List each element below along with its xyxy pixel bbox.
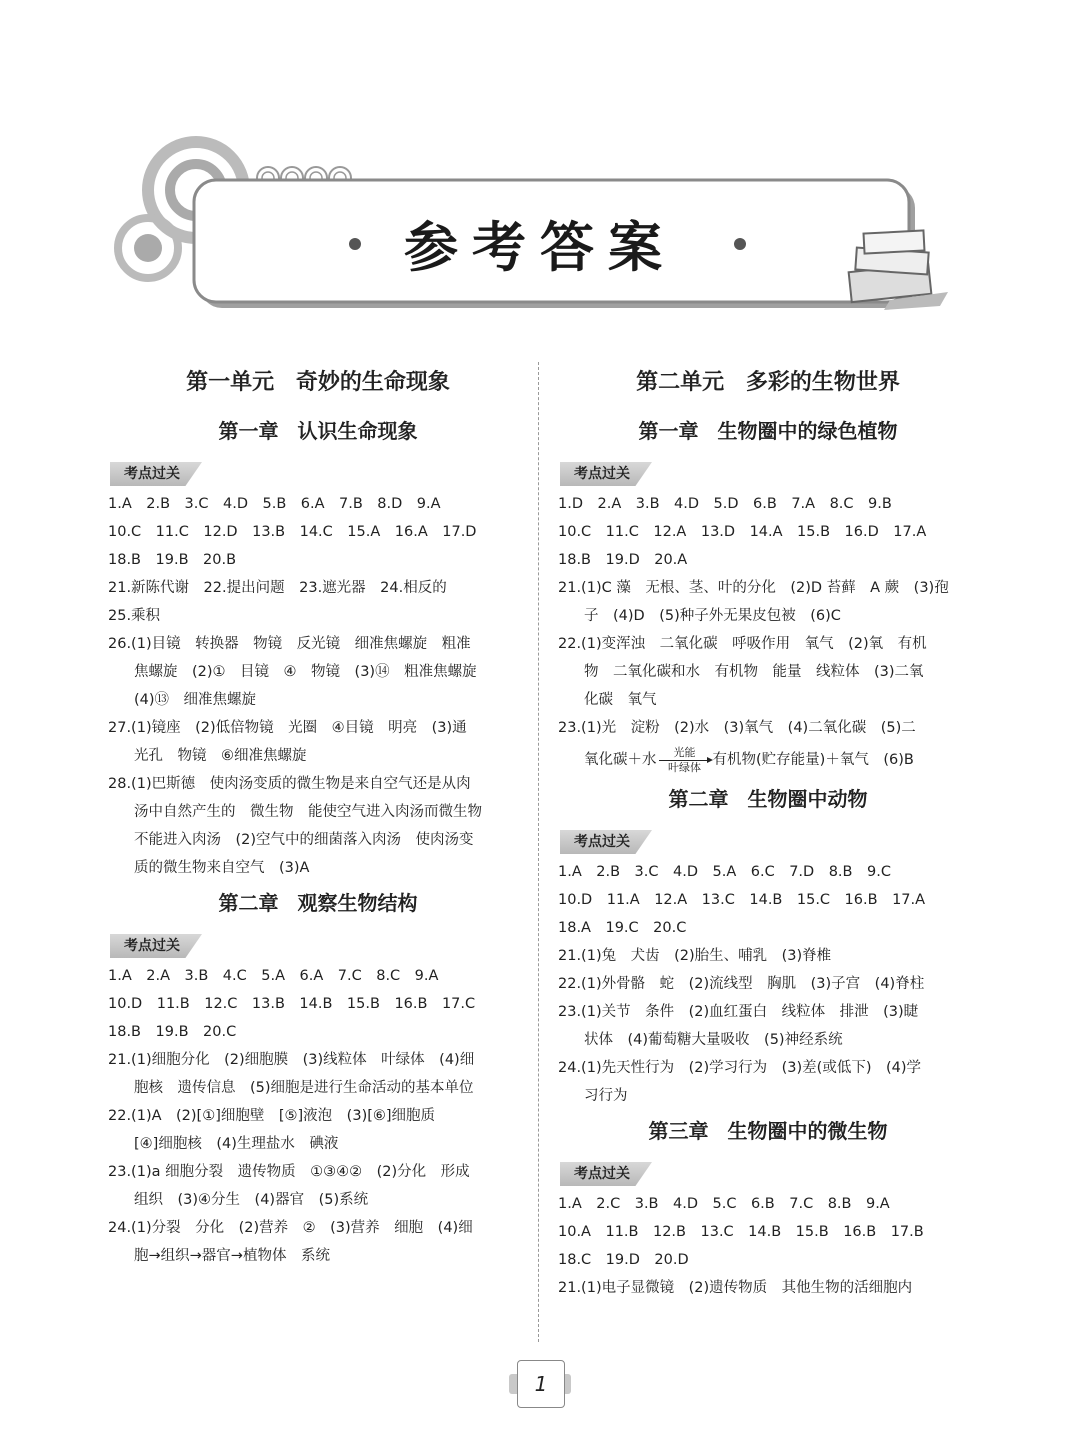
answer-line: 23.(1)a 细胞分裂 遗传物质 ①③④② (2)分化 形成 [108, 1164, 470, 1180]
answer-line: 焦螺旋 (2)① 目镜 ④ 物镜 (3)⑭ 粗准焦螺旋 [134, 664, 477, 680]
answer-line: 1.A 2.A 3.B 4.C 5.A 6.A 7.C 8.C 9.A [108, 968, 439, 984]
section-tag: 考点过关 [560, 462, 652, 486]
right-column [558, 360, 978, 1302]
answer-line: 10.C 11.C 12.D 13.B 14.C 15.A 16.A 17.D [108, 524, 477, 540]
answer-block [558, 858, 978, 1110]
answer-line: 1.D 2.A 3.B 4.D 5.D 6.B 7.A 8.C 9.B [558, 496, 892, 512]
answer-line: 10.C 11.C 12.A 13.D 14.A 15.B 16.D 17.A [558, 524, 927, 540]
answer-line: 10.D 11.B 12.C 13.B 14.B 15.B 16.B 17.C [108, 996, 476, 1012]
answer-line: 21.新陈代谢 22.提出问题 23.遮光器 24.相反的 [108, 580, 447, 596]
answer-line: 习行为 [584, 1088, 628, 1104]
answer-block [108, 490, 528, 882]
answer-line: 状体 (4)葡萄糖大量吸收 (5)神经系统 [584, 1032, 843, 1048]
section-tag: 考点过关 [560, 1162, 652, 1186]
page-number-label: 1 [517, 1360, 565, 1408]
left-column [108, 360, 528, 1270]
answer-line: 26.(1)目镜 转换器 物镜 反光镜 细准焦螺旋 粗准 [108, 636, 471, 652]
unit-title: 第二单元 多彩的生物世界 [636, 369, 900, 395]
page-title: 参考答案 [404, 215, 676, 279]
answer-line: 24.(1)分裂 分化 (2)营养 ② (3)营养 细胞 (4)细 [108, 1220, 473, 1236]
answer-line: 组织 (3)④分生 (4)器官 (5)系统 [134, 1192, 369, 1208]
reaction-arrow [659, 747, 711, 774]
answer-line: 21.(1)兔 犬齿 (2)胎生、哺乳 (3)脊椎 [558, 948, 832, 964]
answer-line: 质的微生物来自空气 (3)A [134, 860, 310, 876]
chapter-title: 第一章 生物圈中的绿色植物 [638, 419, 898, 443]
condition-above: 光能 [673, 745, 696, 759]
condition-below: 叶绿体 [668, 760, 701, 774]
answer-line: 子 (4)D (5)种子外无果皮包被 (6)C [584, 608, 841, 624]
answer-line: [④]细胞核 (4)生理盐水 碘液 [134, 1136, 339, 1152]
answer-line: 18.B 19.B 20.B [108, 552, 237, 568]
chapter-title: 第二章 观察生物结构 [218, 891, 418, 915]
answer-line: 25.乘积 [108, 608, 161, 624]
answer-line: 10.D 11.A 12.A 13.C 14.B 15.C 16.B 17.A [558, 892, 926, 908]
answer-line: 28.(1)巴斯德 使肉汤变质的微生物是来自空气还是从肉 [108, 776, 471, 792]
answer-block [558, 1190, 978, 1302]
answer-line: 18.C 19.D 20.D [558, 1252, 689, 1268]
answer-line: 21.(1)电子显微镜 (2)遗传物质 其他生物的活细胞内 [558, 1280, 913, 1296]
answer-line: 化碳 氧气 [584, 692, 657, 708]
answer-line: 22.(1)外骨骼 蛇 (2)流线型 胸肌 (3)子宫 (4)脊柱 [558, 976, 925, 992]
answer-line: 27.(1)镜座 (2)低倍物镜 光圈 ④目镜 明亮 (3)通 [108, 720, 467, 736]
chapter-title: 第一章 认识生命现象 [218, 419, 418, 443]
answer-line: 23.(1)关节 条件 (2)血红蛋白 线粒体 排泄 (3)睫 [558, 1004, 919, 1020]
photosynthesis-equation [558, 742, 978, 778]
answer-line: 21.(1)C 藻 无根、茎、叶的分化 (2)D 苔藓 A 蕨 (3)孢 [558, 580, 949, 596]
answer-line: 22.(1)A (2)[①]细胞壁 [⑤]液泡 (3)[⑥]细胞质 [108, 1108, 436, 1124]
answer-line: 22.(1)变浑浊 二氧化碳 呼吸作用 氧气 (2)氧 有机 [558, 636, 927, 652]
arrow-icon [659, 760, 711, 761]
answer-line: 胞→组织→器官→植物体 系统 [134, 1248, 330, 1264]
answer-line: 物 二氧化碳和水 有机物 能量 线粒体 (3)二氧 [584, 664, 924, 680]
answer-block [108, 962, 528, 1270]
answer-line: (4)⑬ 细准焦螺旋 [134, 692, 257, 708]
equation-right: 有机物(贮存能量)＋氧气 (6)B [712, 752, 914, 768]
answer-line: 18.B 19.B 20.C [108, 1024, 237, 1040]
answer-line: 24.(1)先天性行为 (2)学习行为 (3)差(或低下) (4)学 [558, 1060, 922, 1076]
unit-title: 第一单元 奇妙的生命现象 [186, 369, 450, 395]
answer-line: 1.A 2.B 3.C 4.D 5.A 6.C 7.D 8.B 9.C [558, 864, 891, 880]
title-banner [0, 0, 1080, 340]
section-tag: 考点过关 [110, 462, 202, 486]
equation-left: 氧化碳＋水 [584, 752, 657, 768]
answer-line: 23.(1)光 淀粉 (2)水 (3)氧气 (4)二氧化碳 (5)二 [558, 720, 916, 736]
answer-line: 21.(1)细胞分化 (2)细胞膜 (3)线粒体 叶绿体 (4)细 [108, 1052, 475, 1068]
answer-line: 光孔 物镜 ⑥细准焦螺旋 [134, 748, 307, 764]
answer-line: 10.A 11.B 12.B 13.C 14.B 15.B 16.B 17.B [558, 1224, 924, 1240]
answer-line: 18.B 19.D 20.A [558, 552, 688, 568]
answer-line: 1.A 2.B 3.C 4.D 5.B 6.A 7.B 8.D 9.A [108, 496, 441, 512]
section-tag: 考点过关 [110, 934, 202, 958]
answer-line: 1.A 2.C 3.B 4.D 5.C 6.B 7.C 8.B 9.A [558, 1196, 890, 1212]
answer-line: 不能进入肉汤 (2)空气中的细菌落入肉汤 使肉汤变 [134, 832, 474, 848]
page-number [505, 1360, 575, 1408]
answer-line: 18.A 19.C 20.C [558, 920, 687, 936]
chapter-title: 第二章 生物圈中动物 [668, 787, 868, 811]
column-divider [538, 362, 539, 1342]
answer-line: 胞核 遗传信息 (5)细胞是进行生命活动的基本单位 [134, 1080, 474, 1096]
answer-line: 汤中自然产生的 微生物 能使空气进入肉汤而微生物 [134, 804, 482, 820]
section-tag: 考点过关 [560, 830, 652, 854]
answer-block [558, 490, 978, 778]
chapter-title: 第三章 生物圈中的微生物 [648, 1119, 888, 1143]
